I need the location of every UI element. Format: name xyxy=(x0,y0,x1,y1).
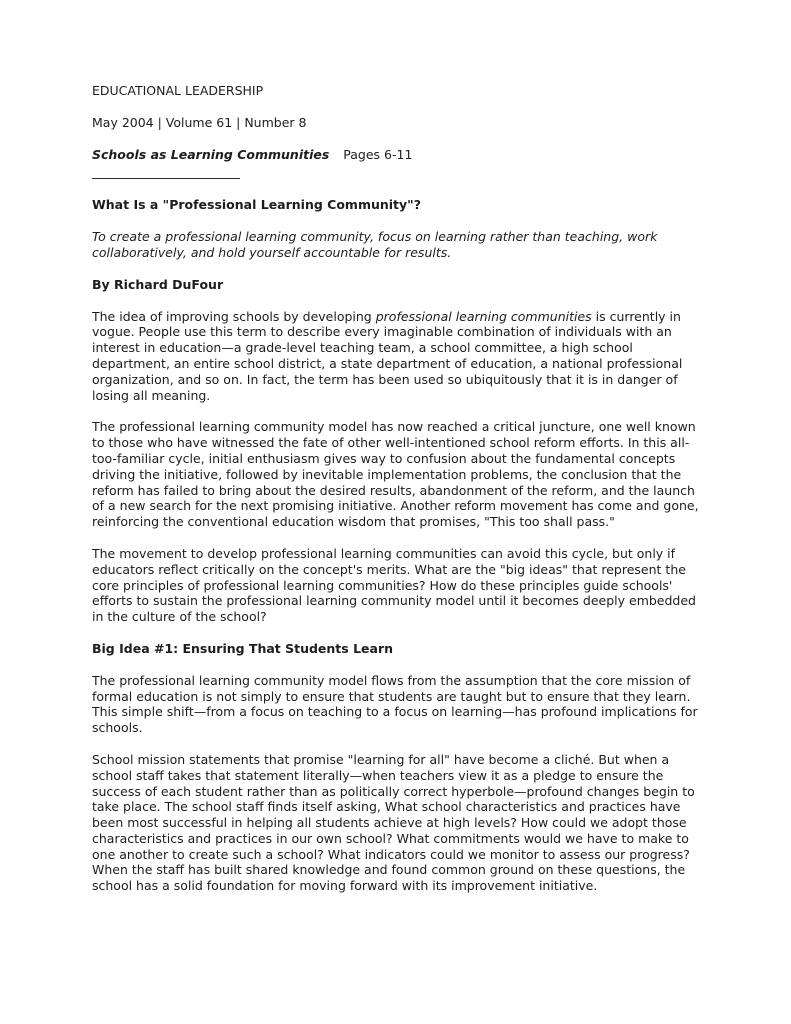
paragraph-intro-2: The professional learning community model has now reached a critical juncture, one well known to those who have witnessed the fate of other well-intentioned school reform efforts. In this all-too-familiar cycle, initial enthusiasm gives way to confusion about the fundamental concepts driving the initiative, followed by inevitable implementation problems, the conclusion that the reform has failed to bring about the desired results, abandonment of the reform, and the launch of a new search for the next promising initiative. Another reform movement has come and gone, reinforcing the conventional education wisdom that promises, "This too shall pass." xyxy=(92,419,699,530)
paragraph-intro-1 xyxy=(92,309,708,404)
paragraph-intro-1-before: The idea of improving schools by developing xyxy=(92,308,376,324)
document-page xyxy=(92,83,708,910)
paragraph-intro-3: The movement to develop professional learning communities can avoid this cycle, but only if educators reflect critically on the concept's merits. What are the "big ideas" that represent the core principles of professional learning communities? How do these principles guide schools' efforts to sustain the professional learning community model until it becomes deeply embedded in the culture of the school? xyxy=(92,545,696,625)
pages-label: Pages 6-11 xyxy=(343,146,413,162)
divider-rule xyxy=(92,178,240,179)
article-byline: By Richard DuFour xyxy=(92,276,224,292)
paragraph-section1-1: The professional learning community model flows from the assumption that the core mission of formal education is not simply to ensure that students are taught but to ensure that they learn. This simple shift—from a focus on teaching to a focus on learning—has profound implications for schools. xyxy=(92,672,698,736)
section-heading-big-idea-1: Big Idea #1: Ensuring That Students Learn xyxy=(92,640,394,656)
paragraph-intro-1-italic-phrase: professional learning communities xyxy=(375,308,592,324)
paragraph-section1-2: School mission statements that promise "learning for all" have become a cliché. But when a school staff takes that statement literally—when teachers view it as a pledge to ensure the success of each student rather than as politically correct hyperbole—profound changes begin to take place. The school staff finds itself asking, What school characteristics and practices have been most successful in helping all students achieve at high levels? How could we adopt those characteristics and practices in our own school? What commitments would we have to make to one another to create such a school? What indicators could we monitor to assess our progress? When the staff has built shared knowledge and found common ground on these questions, the school has a solid foundation for moving forward with its improvement initiative. xyxy=(92,751,695,894)
issue-line: May 2004 | Volume 61 | Number 8 xyxy=(92,114,307,130)
series-title: Schools as Learning Communities xyxy=(92,146,330,162)
article-deck: To create a professional learning community, focus on learning rather than teaching, work collaboratively, and hold yourself accountable for results. xyxy=(92,229,658,260)
article-title: What Is a "Professional Learning Community"? xyxy=(92,197,421,213)
masthead-publication: EDUCATIONAL LEADERSHIP xyxy=(92,83,264,98)
paragraph-intro-1-after: is currently in vogue. People use this term to describe every imaginable combination of individuals with an interest in education—a grade-level teaching team, a school committee, a high school department, an entire school district, a state department of education, a national professional organization, and so on. In fact, the term has been used so ubiquitously that it is in danger of losing all meaning. xyxy=(92,308,683,403)
series-line xyxy=(92,147,708,163)
